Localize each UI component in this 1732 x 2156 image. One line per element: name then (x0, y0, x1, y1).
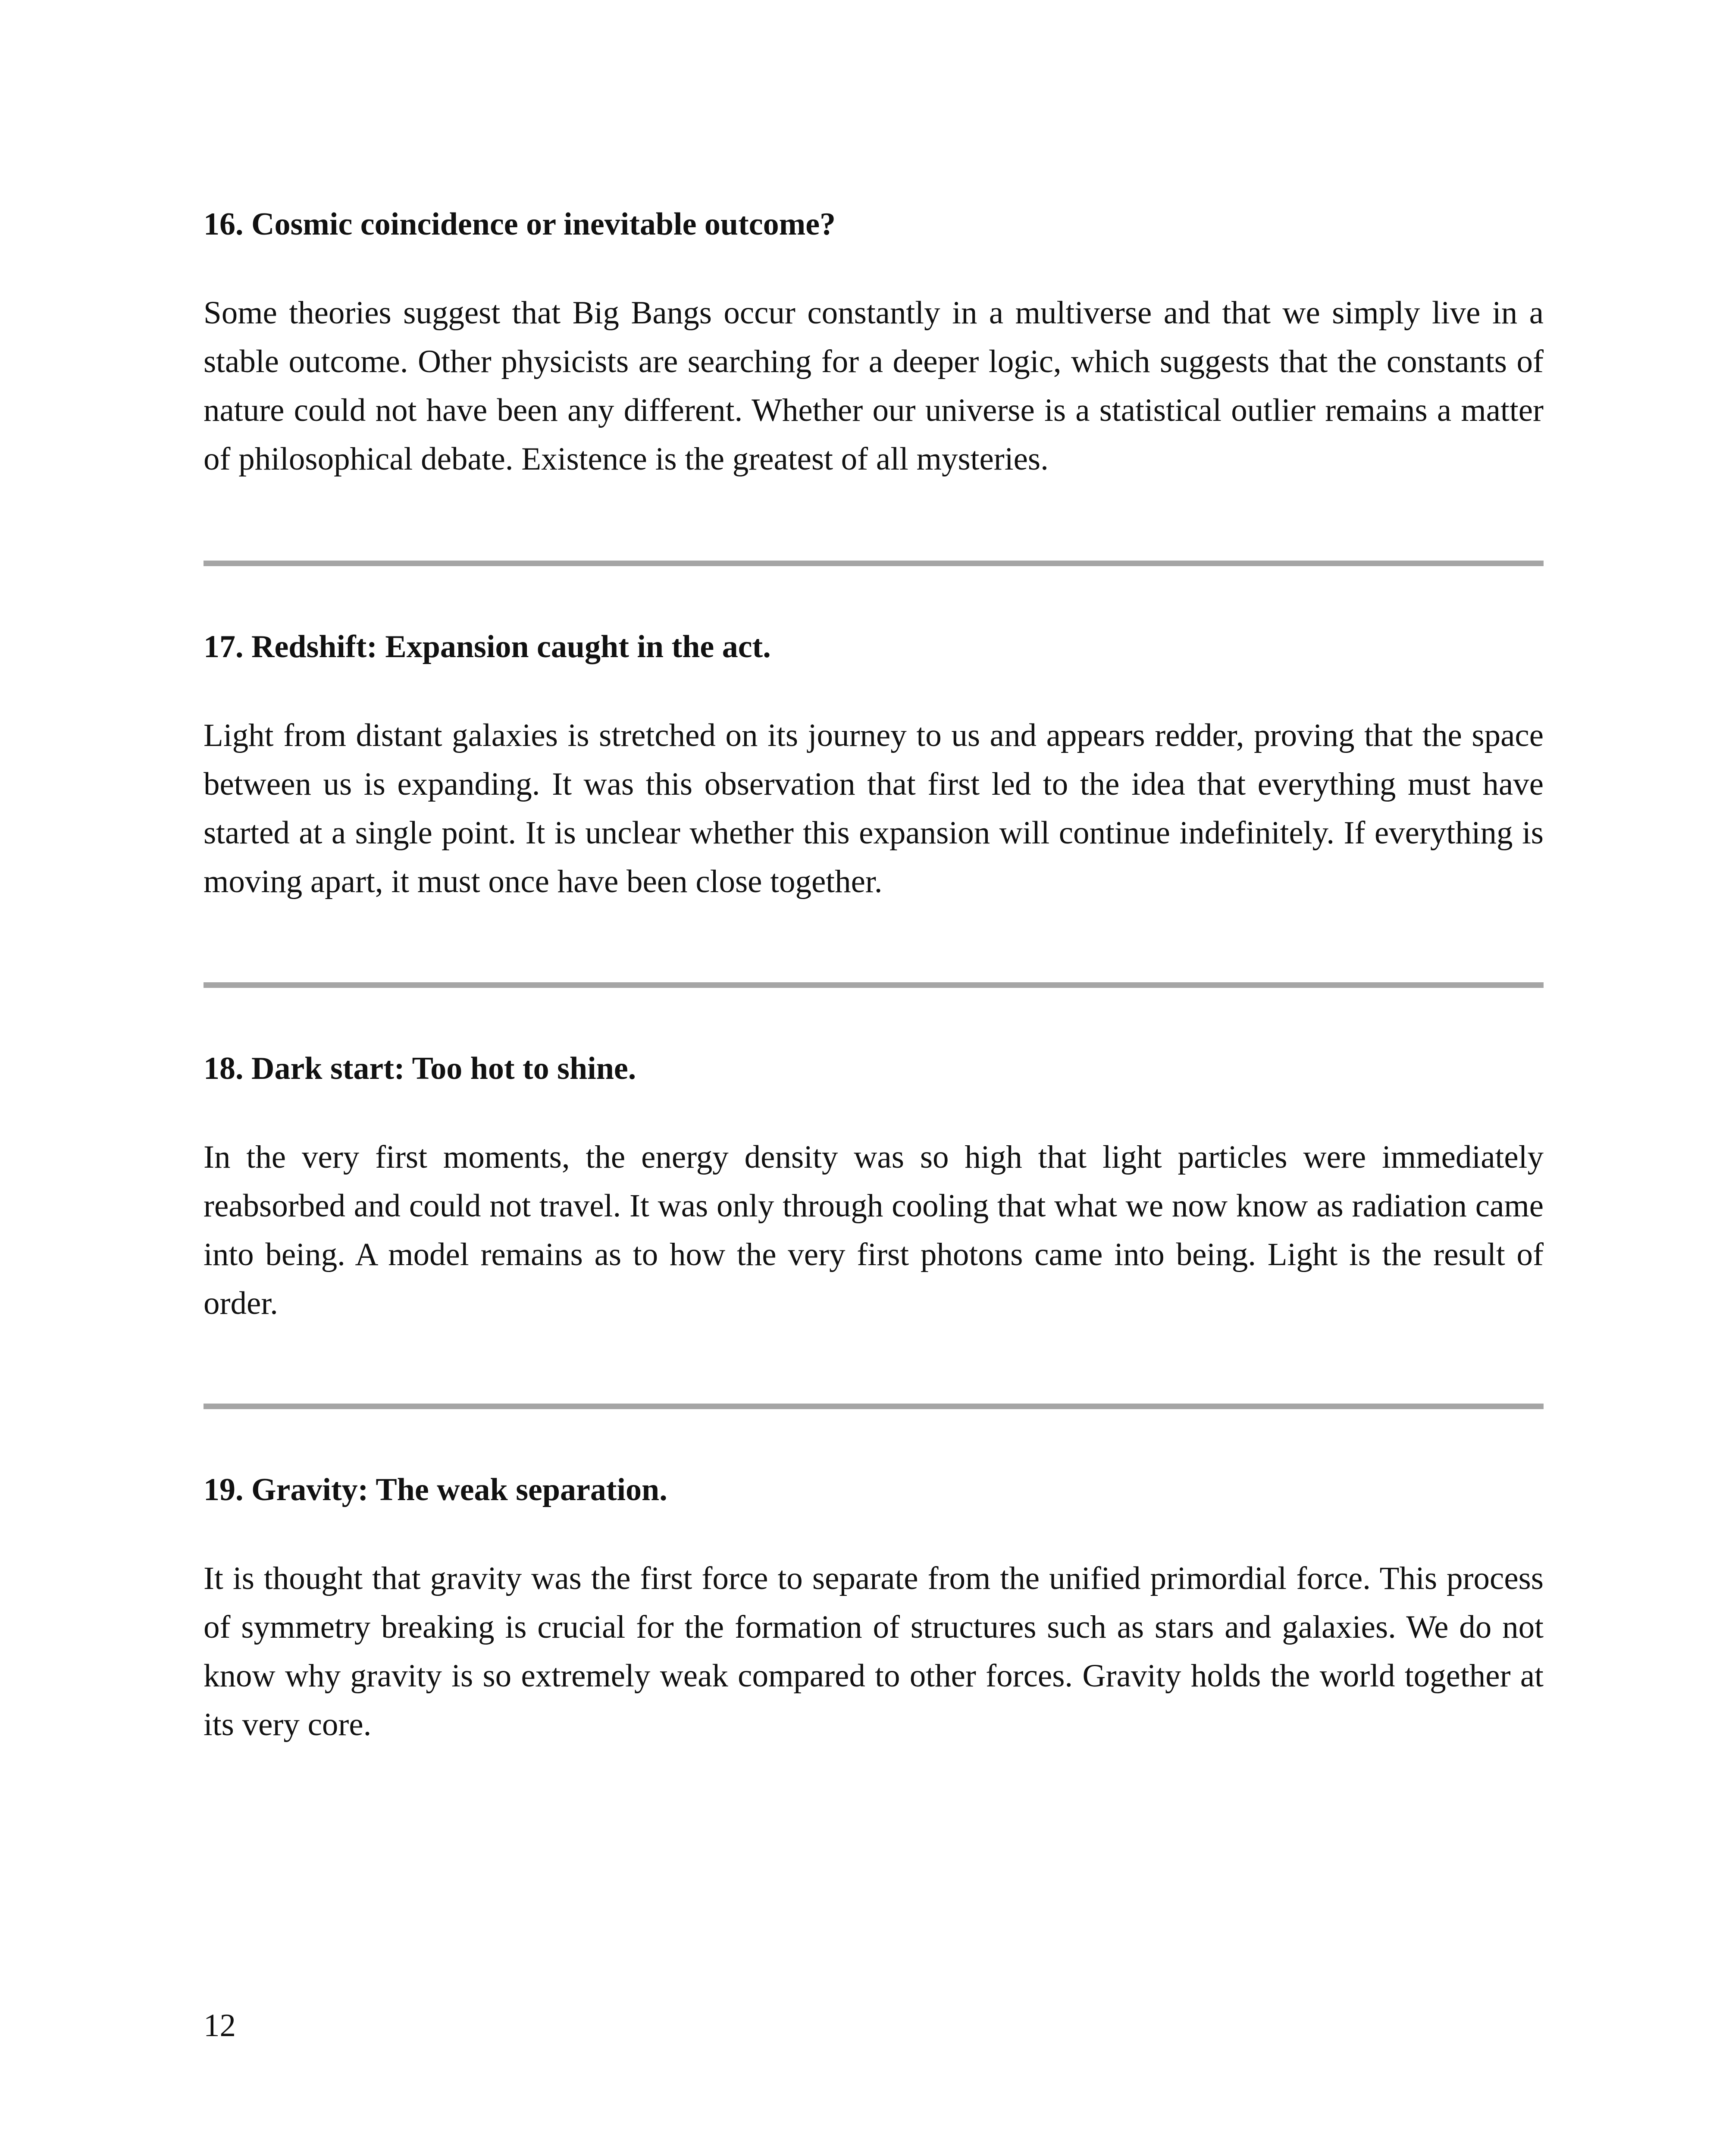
section-19 (204, 1470, 1544, 1749)
section-18 (204, 1049, 1544, 1328)
section-heading: 17. Redshift: Expansion caught in the act. (204, 629, 771, 664)
section-heading: 18. Dark start: Too hot to shine. (204, 1051, 636, 1086)
section-16 (204, 205, 1544, 483)
section-body: Light from distant galaxies is stretched on its journey to us and appears redder, proving that the space between us is expanding. It was this observation that first led to the idea that everything must have started at a single point. It is unclear whether this expansion will continue indefinitely. If everything is moving apart, it must once have been close together. (204, 718, 1544, 899)
section-heading: 16. Cosmic coincidence or inevitable outcome? (204, 207, 836, 242)
section-body: Some theories suggest that Big Bangs occur constantly in a multiverse and that we simply live in a stable outcome. Other physicists are searching for a deeper logic, which suggests that the constants of nature could not have been any different. Whether our universe is a statistical outlier remains a matter of philosophical debate. Existence is the greatest of all mysteries. (204, 295, 1544, 477)
section-body: It is thought that gravity was the first force to separate from the unified primordial force. This process of symmetry breaking is crucial for the formation of structures such as stars and galaxies. We do not know why gravity is so extremely weak compared to other forces. Gravity holds the world together at its very core. (204, 1561, 1544, 1742)
section-divider (204, 982, 1544, 988)
page-number: 12 (204, 2008, 236, 2043)
section-17 (204, 627, 1544, 906)
section-heading: 19. Gravity: The weak separation. (204, 1472, 667, 1507)
section-divider (204, 1404, 1544, 1409)
section-divider (204, 561, 1544, 566)
section-body: In the very first moments, the energy density was so high that light particles were immediately reabsorbed and could not travel. It was only through cooling that what we now know as radiation came into being. A model remains as to how the very first photons came into being. Light is the result of order. (204, 1139, 1544, 1321)
